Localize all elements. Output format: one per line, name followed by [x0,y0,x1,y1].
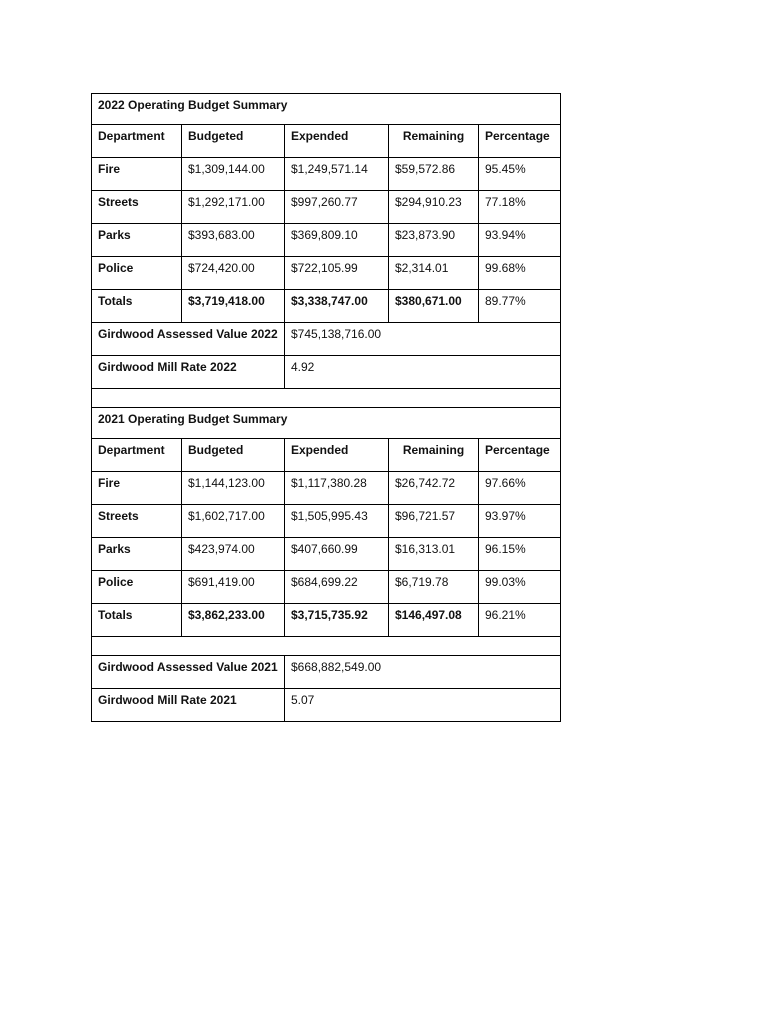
header-percentage: Percentage [479,439,561,472]
header-percentage: Percentage [479,125,561,158]
remaining-cell: $294,910.23 [389,191,479,224]
table-row [92,158,561,191]
section-title-2021: 2021 Operating Budget Summary [92,408,561,439]
section-title-row-2021 [92,408,561,439]
department-cell: Parks [92,224,182,257]
spacer-row [92,637,561,656]
expended-cell: $369,809.10 [285,224,389,257]
assessed-value-label: Girdwood Assessed Value 2021 [92,656,285,689]
budgeted-cell: $1,309,144.00 [182,158,285,191]
totals-expended: $3,715,735.92 [285,604,389,637]
department-cell: Streets [92,505,182,538]
totals-row-2022 [92,290,561,323]
totals-label: Totals [92,604,182,637]
percentage-cell: 99.68% [479,257,561,290]
budgeted-cell: $393,683.00 [182,224,285,257]
totals-expended: $3,338,747.00 [285,290,389,323]
department-cell: Parks [92,538,182,571]
expended-cell: $407,660.99 [285,538,389,571]
percentage-cell: 93.97% [479,505,561,538]
totals-remaining: $146,497.08 [389,604,479,637]
totals-percentage: 89.77% [479,290,561,323]
spacer-cell [92,637,561,656]
remaining-cell: $2,314.01 [389,257,479,290]
assessed-value: $668,882,549.00 [285,656,561,689]
assessed-value-row-2022 [92,323,561,356]
department-cell: Fire [92,472,182,505]
department-cell: Police [92,571,182,604]
table-row [92,472,561,505]
table-row [92,224,561,257]
budgeted-cell: $1,292,171.00 [182,191,285,224]
budgeted-cell: $1,602,717.00 [182,505,285,538]
remaining-cell: $59,572.86 [389,158,479,191]
remaining-cell: $23,873.90 [389,224,479,257]
totals-row-2021 [92,604,561,637]
section-title-2022: 2022 Operating Budget Summary [92,94,561,125]
assessed-value-row-2021 [92,656,561,689]
section-title-row-2022 [92,94,561,125]
mill-rate-row-2021 [92,689,561,722]
header-department: Department [92,125,182,158]
percentage-cell: 77.18% [479,191,561,224]
department-cell: Streets [92,191,182,224]
header-remaining: Remaining [389,125,479,158]
spacer-cell [92,389,561,408]
mill-rate-value: 4.92 [285,356,561,389]
remaining-cell: $96,721.57 [389,505,479,538]
remaining-cell: $16,313.01 [389,538,479,571]
header-budgeted: Budgeted [182,439,285,472]
percentage-cell: 96.15% [479,538,561,571]
expended-cell: $997,260.77 [285,191,389,224]
totals-percentage: 96.21% [479,604,561,637]
totals-budgeted: $3,862,233.00 [182,604,285,637]
table-row [92,191,561,224]
header-department: Department [92,439,182,472]
expended-cell: $1,117,380.28 [285,472,389,505]
remaining-cell: $6,719.78 [389,571,479,604]
table-row [92,257,561,290]
expended-cell: $1,249,571.14 [285,158,389,191]
budgeted-cell: $691,419.00 [182,571,285,604]
budget-document [91,93,560,722]
percentage-cell: 95.45% [479,158,561,191]
assessed-value-label: Girdwood Assessed Value 2022 [92,323,285,356]
header-remaining: Remaining [389,439,479,472]
expended-cell: $684,699.22 [285,571,389,604]
totals-label: Totals [92,290,182,323]
mill-rate-label: Girdwood Mill Rate 2022 [92,356,285,389]
budgeted-cell: $724,420.00 [182,257,285,290]
header-row-2021 [92,439,561,472]
mill-rate-row-2022 [92,356,561,389]
percentage-cell: 97.66% [479,472,561,505]
spacer-row [92,389,561,408]
percentage-cell: 93.94% [479,224,561,257]
table-row [92,571,561,604]
department-cell: Fire [92,158,182,191]
remaining-cell: $26,742.72 [389,472,479,505]
mill-rate-label: Girdwood Mill Rate 2021 [92,689,285,722]
expended-cell: $1,505,995.43 [285,505,389,538]
budget-summary-table [91,93,561,722]
budgeted-cell: $1,144,123.00 [182,472,285,505]
header-expended: Expended [285,439,389,472]
header-expended: Expended [285,125,389,158]
expended-cell: $722,105.99 [285,257,389,290]
department-cell: Police [92,257,182,290]
percentage-cell: 99.03% [479,571,561,604]
totals-budgeted: $3,719,418.00 [182,290,285,323]
table-row [92,505,561,538]
table-row [92,538,561,571]
header-row-2022 [92,125,561,158]
mill-rate-value: 5.07 [285,689,561,722]
assessed-value: $745,138,716.00 [285,323,561,356]
budgeted-cell: $423,974.00 [182,538,285,571]
header-budgeted: Budgeted [182,125,285,158]
totals-remaining: $380,671.00 [389,290,479,323]
